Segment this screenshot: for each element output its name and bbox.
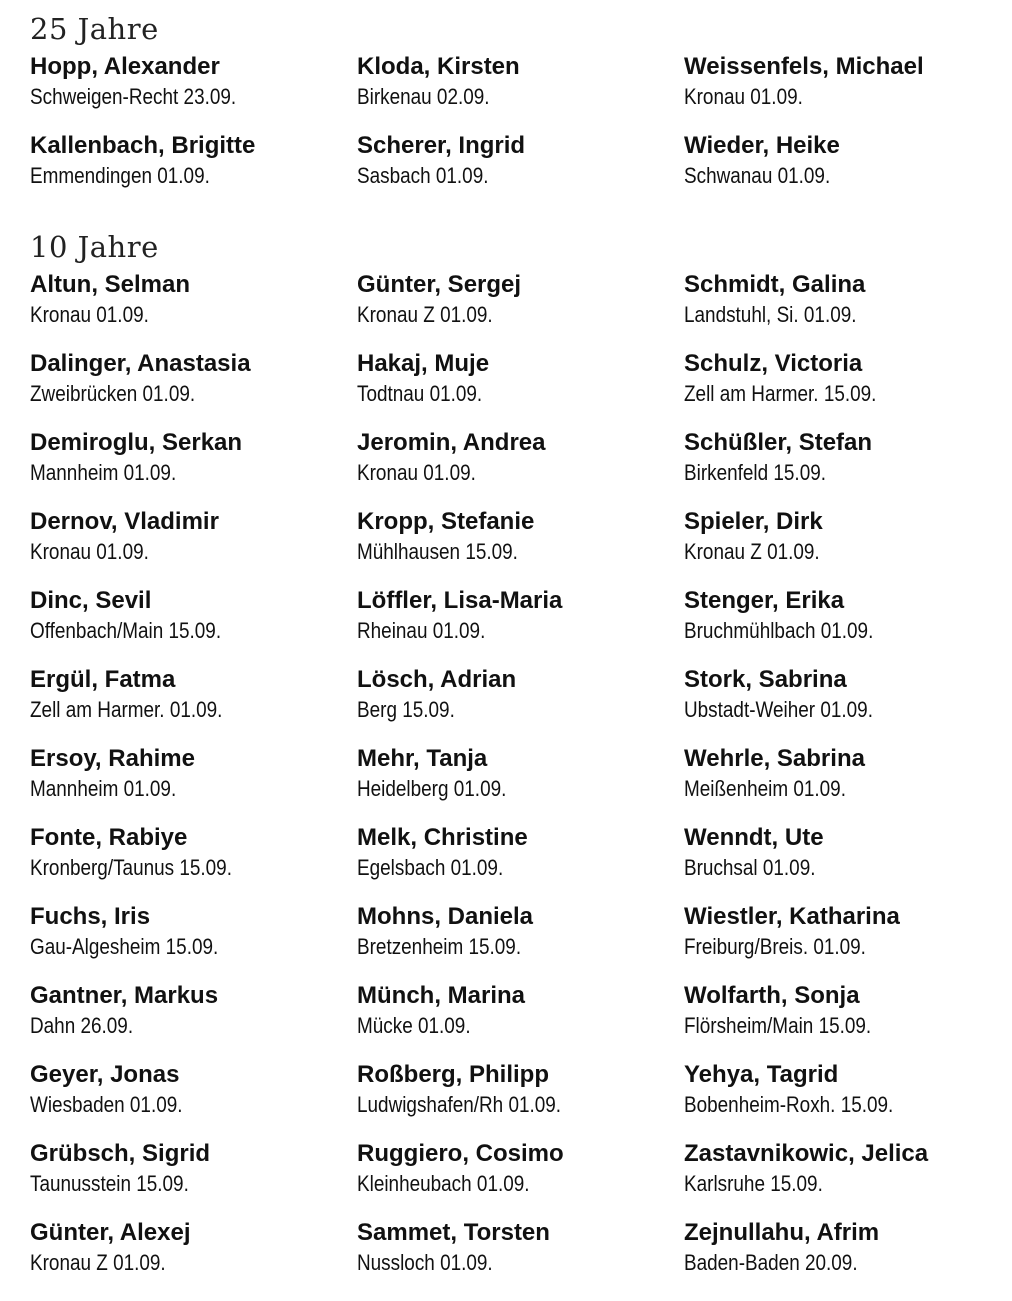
anniversary-entry: [684, 981, 990, 1060]
location-date: Birkenau 02.09.: [357, 84, 490, 109]
anniversary-entry: [30, 428, 357, 507]
location-date: Landstuhl, Si. 01.09.: [684, 302, 857, 327]
anniversary-entry: [30, 507, 357, 586]
location-date: Bruchmühlbach 01.09.: [684, 618, 874, 643]
employee-name: Spieler, Dirk: [684, 508, 823, 535]
location-date: Egelsbach 01.09.: [357, 855, 504, 880]
location-date: Kleinheubach 01.09.: [357, 1171, 530, 1196]
employee-name: Dernov, Vladimir: [30, 508, 219, 535]
anniversary-entry: [684, 823, 990, 902]
employee-name: Ergül, Fatma: [30, 666, 176, 693]
anniversary-entry: [30, 131, 357, 210]
employee-name: Fonte, Rabiye: [30, 824, 188, 851]
anniversary-entry: [30, 52, 357, 131]
employee-name: Stork, Sabrina: [684, 666, 847, 693]
employee-name: Wolfarth, Sonja: [684, 982, 860, 1009]
anniversary-entry: [30, 1060, 357, 1139]
employee-name: Dinc, Sevil: [30, 587, 152, 614]
location-date: Nussloch 01.09.: [357, 1250, 493, 1275]
employee-name: Löffler, Lisa-Maria: [357, 587, 563, 614]
anniversary-entry: [684, 1060, 990, 1139]
section-heading: 10 Jahre: [30, 230, 159, 264]
location-date: Zell am Harmer. 15.09.: [684, 381, 877, 406]
anniversary-entry: [684, 1139, 990, 1218]
anniversary-entry: [684, 428, 990, 507]
anniversary-entry: [357, 270, 684, 349]
employee-name: Schulz, Victoria: [684, 350, 863, 377]
employee-name: Grübsch, Sigrid: [30, 1140, 211, 1167]
anniversary-entry: [357, 52, 684, 131]
location-date: Rheinau 01.09.: [357, 618, 486, 643]
location-date: Kronau Z 01.09.: [30, 1250, 166, 1275]
employee-name: Günter, Sergej: [357, 271, 522, 298]
employee-name: Gantner, Markus: [30, 982, 219, 1009]
employee-name: Mehr, Tanja: [357, 745, 488, 772]
employee-name: Demiroglu, Serkan: [30, 429, 243, 456]
employee-name: Dalinger, Anastasia: [30, 350, 251, 377]
anniversary-entry: [357, 349, 684, 428]
location-date: Dahn 26.09.: [30, 1013, 134, 1038]
location-date: Kronau Z 01.09.: [684, 539, 820, 564]
employee-name: Sammet, Torsten: [357, 1219, 550, 1246]
location-date: Ubstadt-Weiher 01.09.: [684, 697, 873, 722]
location-date: Wiesbaden 01.09.: [30, 1092, 183, 1117]
anniversary-entry: [30, 349, 357, 428]
employee-name: Wieder, Heike: [684, 132, 840, 159]
anniversary-entry: [684, 131, 990, 210]
employee-name: Altun, Selman: [30, 271, 191, 298]
anniversary-entry: [357, 507, 684, 586]
anniversary-entry: [30, 270, 357, 349]
location-date: Ludwigshafen/Rh 01.09.: [357, 1092, 562, 1117]
employee-name: Kallenbach, Brigitte: [30, 132, 256, 159]
employee-name: Schüßler, Stefan: [684, 429, 873, 456]
anniversary-entry: [684, 586, 990, 665]
employee-name: Münch, Marina: [357, 982, 526, 1009]
location-date: Kronau 01.09.: [684, 84, 803, 109]
section-25-jahre: [30, 10, 990, 210]
location-date: Freiburg/Breis. 01.09.: [684, 934, 866, 959]
location-date: Bruchsal 01.09.: [684, 855, 816, 880]
location-date: Mannheim 01.09.: [30, 460, 177, 485]
anniversary-entry: [30, 1139, 357, 1218]
anniversary-entry: [357, 823, 684, 902]
location-date: Kronberg/Taunus 15.09.: [30, 855, 232, 880]
employee-name: Zastavnikowic, Jelica: [684, 1140, 929, 1167]
employee-name: Lösch, Adrian: [357, 666, 517, 693]
location-date: Schwanau 01.09.: [684, 163, 831, 188]
employee-name: Mohns, Daniela: [357, 903, 534, 930]
employee-name: Zejnullahu, Afrim: [684, 1219, 880, 1246]
anniversary-entry: [30, 744, 357, 823]
anniversary-entry: [30, 1218, 357, 1297]
entry-grid: [30, 270, 990, 1297]
location-date: Flörsheim/Main 15.09.: [684, 1013, 872, 1038]
location-date: Bretzenheim 15.09.: [357, 934, 522, 959]
location-date: Mühlhausen 15.09.: [357, 539, 518, 564]
location-date: Emmendingen 01.09.: [30, 163, 210, 188]
anniversary-entry: [357, 131, 684, 210]
location-date: Bobenheim-Roxh. 15.09.: [684, 1092, 894, 1117]
location-date: Kronau Z 01.09.: [357, 302, 493, 327]
location-date: Kronau 01.09.: [357, 460, 476, 485]
section-heading: 25 Jahre: [30, 12, 159, 46]
employee-name: Wenndt, Ute: [684, 824, 824, 851]
employee-name: Melk, Christine: [357, 824, 528, 851]
entry-grid: [30, 52, 990, 210]
anniversary-entry: [357, 1060, 684, 1139]
anniversary-entry: [684, 1218, 990, 1297]
location-date: Berg 15.09.: [357, 697, 455, 722]
location-date: Zell am Harmer. 01.09.: [30, 697, 223, 722]
employee-name: Hakaj, Muje: [357, 350, 490, 377]
location-date: Baden-Baden 20.09.: [684, 1250, 858, 1275]
anniversary-entry: [684, 744, 990, 823]
employee-name: Kropp, Stefanie: [357, 508, 535, 535]
anniversary-entry: [684, 270, 990, 349]
location-date: Meißenheim 01.09.: [684, 776, 846, 801]
employee-name: Roßberg, Philipp: [357, 1061, 549, 1088]
anniversary-entry: [30, 902, 357, 981]
employee-name: Wehrle, Sabrina: [684, 745, 865, 772]
employee-name: Fuchs, Iris: [30, 903, 151, 930]
location-date: Kronau 01.09.: [30, 302, 149, 327]
anniversary-entry: [357, 586, 684, 665]
employee-name: Schmidt, Galina: [684, 271, 866, 298]
location-date: Kronau 01.09.: [30, 539, 149, 564]
anniversary-entry: [684, 349, 990, 428]
anniversary-entry: [684, 52, 990, 131]
location-date: Sasbach 01.09.: [357, 163, 489, 188]
anniversary-entry: [30, 823, 357, 902]
anniversary-entry: [357, 428, 684, 507]
employee-name: Jeromin, Andrea: [357, 429, 546, 456]
anniversary-entry: [357, 1218, 684, 1297]
anniversary-entry: [684, 507, 990, 586]
anniversary-entry: [30, 665, 357, 744]
anniversary-entry: [357, 1139, 684, 1218]
section-10-jahre: [30, 228, 990, 1297]
location-date: Schweigen-Recht 23.09.: [30, 84, 237, 109]
location-date: Zweibrücken 01.09.: [30, 381, 196, 406]
anniversary-entry: [684, 902, 990, 981]
employee-name: Yehya, Tagrid: [684, 1061, 839, 1088]
employee-name: Stenger, Erika: [684, 587, 845, 614]
employee-name: Scherer, Ingrid: [357, 132, 526, 159]
employee-name: Ruggiero, Cosimo: [357, 1140, 564, 1167]
location-date: Taunusstein 15.09.: [30, 1171, 189, 1196]
location-date: Offenbach/Main 15.09.: [30, 618, 222, 643]
employee-name: Wiestler, Katharina: [684, 903, 900, 930]
location-date: Mücke 01.09.: [357, 1013, 471, 1038]
anniversary-entry: [357, 902, 684, 981]
location-date: Todtnau 01.09.: [357, 381, 483, 406]
anniversary-entry: [684, 665, 990, 744]
anniversary-entry: [357, 665, 684, 744]
employee-name: Ersoy, Rahime: [30, 745, 195, 772]
anniversary-entry: [30, 586, 357, 665]
location-date: Gau-Algesheim 15.09.: [30, 934, 219, 959]
employee-name: Kloda, Kirsten: [357, 53, 520, 80]
location-date: Mannheim 01.09.: [30, 776, 177, 801]
anniversary-entry: [357, 981, 684, 1060]
employee-name: Weissenfels, Michael: [684, 53, 924, 80]
location-date: Birkenfeld 15.09.: [684, 460, 826, 485]
employee-name: Günter, Alexej: [30, 1219, 191, 1246]
location-date: Heidelberg 01.09.: [357, 776, 507, 801]
anniversary-entry: [30, 981, 357, 1060]
anniversary-entry: [357, 744, 684, 823]
employee-name: Hopp, Alexander: [30, 53, 220, 80]
employee-name: Geyer, Jonas: [30, 1061, 180, 1088]
location-date: Karlsruhe 15.09.: [684, 1171, 823, 1196]
